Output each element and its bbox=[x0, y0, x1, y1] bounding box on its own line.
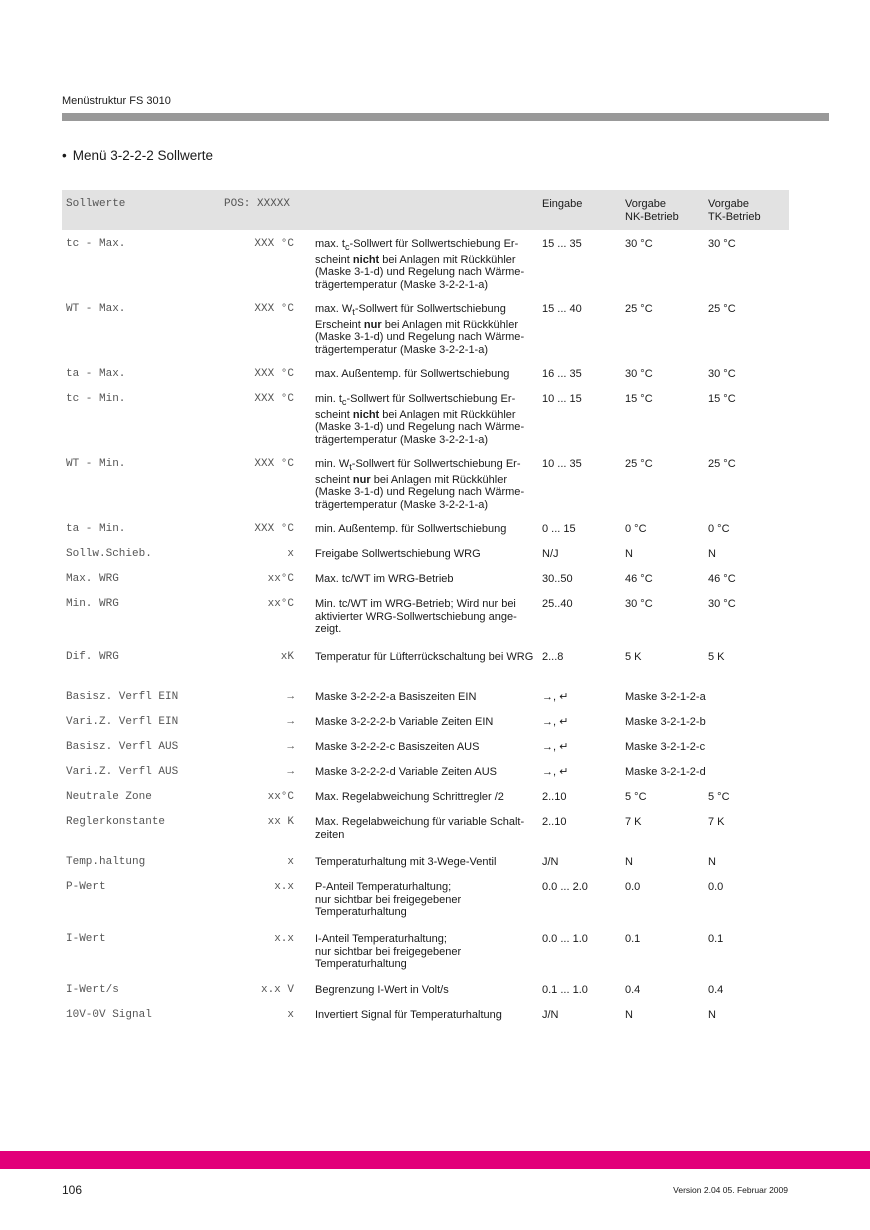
row-description: Freigabe Sollwertschiebung WRG bbox=[315, 548, 481, 560]
row-pos: XXX °C bbox=[254, 303, 294, 315]
header-divider bbox=[62, 113, 829, 121]
row-name: tc - Max. bbox=[66, 238, 126, 250]
row-nk-default: 30 °C bbox=[625, 598, 653, 610]
row-description: Max. tc/WT im WRG-Betrieb bbox=[315, 573, 454, 585]
header-input: Eingabe bbox=[542, 198, 583, 210]
table-row bbox=[62, 643, 789, 683]
row-tk-default: N bbox=[708, 548, 716, 560]
table-row bbox=[62, 450, 789, 515]
row-description: Maske 3-2-2-2-d Variable Zeiten AUS bbox=[315, 766, 497, 778]
row-nk-default: 0.0 bbox=[625, 881, 641, 893]
row-input: 0 ... 15 bbox=[542, 523, 576, 535]
row-name: Sollw.Schieb. bbox=[66, 548, 152, 560]
row-pos: XXX °C bbox=[254, 523, 294, 535]
row-description: P-Anteil Temperaturhaltung; nur sichtbar bei freigegebener Temperaturhaltung bbox=[315, 881, 462, 918]
table-row bbox=[62, 848, 789, 873]
row-input: 2..10 bbox=[542, 791, 567, 803]
table-row bbox=[62, 590, 789, 643]
row-tk-default: 0.0 bbox=[708, 881, 724, 893]
page-header-title: Menüstruktur FS 3010 bbox=[62, 95, 171, 107]
row-nk-default: 25 °C bbox=[625, 458, 653, 470]
table-row bbox=[62, 976, 789, 1001]
row-tk-default: 5 °C bbox=[708, 791, 730, 803]
row-nk-default: 30 °C bbox=[625, 238, 653, 250]
row-name: Temp.haltung bbox=[66, 856, 146, 868]
row-name: I-Wert/s bbox=[66, 984, 119, 996]
row-description: Temperaturhaltung mit 3-Wege-Ventil bbox=[315, 856, 497, 868]
row-input: →, ↵ bbox=[542, 691, 569, 703]
row-name: Min. WRG bbox=[66, 598, 119, 610]
row-nk-default: 0 °C bbox=[625, 523, 647, 535]
settings-table bbox=[62, 190, 789, 1026]
row-input: 10 ... 35 bbox=[542, 458, 582, 470]
row-nk-default: 0.1 bbox=[625, 933, 641, 945]
row-nk-default: Maske 3-2-1-2-a bbox=[625, 691, 706, 703]
row-name: I-Wert bbox=[66, 933, 106, 945]
row-name: P-Wert bbox=[66, 881, 106, 893]
table-row bbox=[62, 1001, 789, 1026]
row-input: 25..40 bbox=[542, 598, 573, 610]
section-title bbox=[62, 148, 213, 163]
row-input: 0.1 ... 1.0 bbox=[542, 984, 588, 996]
footer-accent-bar bbox=[0, 1151, 870, 1169]
row-nk-default: N bbox=[625, 1009, 633, 1021]
row-name: Basisz. Verfl EIN bbox=[66, 691, 179, 703]
row-tk-default: 0.4 bbox=[708, 984, 724, 996]
row-input: 16 ... 35 bbox=[542, 368, 582, 380]
row-pos: x bbox=[287, 548, 294, 560]
header-pos: POS: XXXXX bbox=[224, 198, 291, 210]
page-number: 106 bbox=[62, 1183, 83, 1197]
table-row bbox=[62, 540, 789, 565]
row-description: min. Außentemp. für Sollwertschiebung bbox=[315, 523, 507, 535]
row-pos: xx°C bbox=[267, 598, 294, 610]
row-pos: → bbox=[287, 691, 294, 703]
row-tk-default: 25 °C bbox=[708, 303, 736, 315]
table-row bbox=[62, 758, 789, 783]
header-name: Sollwerte bbox=[66, 198, 126, 210]
row-name: 10V-0V Signal bbox=[66, 1009, 152, 1021]
row-description: Invertiert Signal für Temperaturhaltung bbox=[315, 1009, 502, 1021]
row-input: 0.0 ... 2.0 bbox=[542, 881, 588, 893]
table-row bbox=[62, 708, 789, 733]
table-row bbox=[62, 230, 789, 295]
row-tk-default: 5 K bbox=[708, 651, 725, 663]
row-description: Begrenzung I-Wert in Volt/s bbox=[315, 984, 449, 996]
row-name: Dif. WRG bbox=[66, 651, 119, 663]
row-input: →, ↵ bbox=[542, 741, 569, 753]
header-tk: Vorgabe TK-Betrieb bbox=[708, 198, 761, 223]
header-nk: Vorgabe NK-Betrieb bbox=[625, 198, 679, 223]
row-name: Neutrale Zone bbox=[66, 791, 152, 803]
row-tk-default: 30 °C bbox=[708, 238, 736, 250]
table-row bbox=[62, 360, 789, 385]
row-description: Max. Regelabweichung Schrittregler /2 bbox=[315, 791, 504, 803]
row-pos: XXX °C bbox=[254, 393, 294, 405]
row-input: N/J bbox=[542, 548, 559, 560]
table-body bbox=[62, 230, 789, 1026]
row-description: Maske 3-2-2-2-c Basiszeiten AUS bbox=[315, 741, 480, 753]
row-name: Reglerkonstante bbox=[66, 816, 166, 828]
row-input: 30..50 bbox=[542, 573, 573, 585]
table-row bbox=[62, 515, 789, 540]
row-nk-default: N bbox=[625, 856, 633, 868]
row-input: 10 ... 15 bbox=[542, 393, 582, 405]
row-description: max. Außentemp. für Sollwertschiebung bbox=[315, 368, 510, 380]
table-row bbox=[62, 683, 789, 708]
table-row bbox=[62, 925, 789, 976]
row-tk-default: 0.1 bbox=[708, 933, 724, 945]
row-nk-default: Maske 3-2-1-2-b bbox=[625, 716, 706, 728]
table-header bbox=[62, 190, 789, 230]
row-description: max. $W_t$-Sollwert für Sollwertschiebung Erscheint nur bei Anlagen mit Rückkühler (Maske 3-1-d) und Regelung nach Wärmeträgertemperatur (Maske 3-2-2-1-a) bbox=[315, 303, 525, 356]
row-input: J/N bbox=[542, 1009, 559, 1021]
row-pos: x.x bbox=[274, 933, 294, 945]
row-name: ta - Max. bbox=[66, 368, 126, 380]
row-input: 15 ... 35 bbox=[542, 238, 582, 250]
table-row bbox=[62, 783, 789, 808]
table-row bbox=[62, 295, 789, 360]
row-name: Basisz. Verfl AUS bbox=[66, 741, 179, 753]
row-description: Maske 3-2-2-2-b Variable Zeiten EIN bbox=[315, 716, 494, 728]
row-description: Temperatur für Lüfterrückschaltung bei WRG bbox=[315, 651, 534, 663]
row-pos: x bbox=[287, 856, 294, 868]
row-input: 0.0 ... 1.0 bbox=[542, 933, 588, 945]
row-pos: xK bbox=[280, 651, 294, 663]
row-tk-default: 30 °C bbox=[708, 368, 736, 380]
row-name: WT - Min. bbox=[66, 458, 126, 470]
table-row bbox=[62, 873, 789, 925]
row-description: min. $W_t$-Sollwert für Sollwertschiebung Erscheint nur bei Anlagen mit Rückkühler (Maske 3-1-d) und Regelung nach Wärmeträgertemperatur (Maske 3-2-2-1-a) bbox=[315, 458, 525, 511]
row-nk-default: 46 °C bbox=[625, 573, 653, 585]
row-input: 2..10 bbox=[542, 816, 567, 828]
row-nk-default: 5 °C bbox=[625, 791, 647, 803]
row-name: Vari.Z. Verfl EIN bbox=[66, 716, 179, 728]
row-nk-default: 5 K bbox=[625, 651, 642, 663]
row-description: max. $t_c$-Sollwert für Sollwertschiebung Erscheint nicht bei Anlagen mit Rückkühler (Maske 3-1-d) und Regelung nach Wärmeträgertemperatur (Maske 3-2-2-1-a) bbox=[315, 238, 525, 291]
row-tk-default: 25 °C bbox=[708, 458, 736, 470]
row-name: tc - Min. bbox=[66, 393, 126, 405]
row-nk-default: N bbox=[625, 548, 633, 560]
section-title-text: Menü 3-2-2-2 Sollwerte bbox=[72, 148, 214, 163]
table-row bbox=[62, 565, 789, 590]
version-info: Version 2.04 05. Februar 2009 bbox=[673, 1185, 788, 1195]
row-pos: → bbox=[287, 766, 294, 778]
row-nk-default: Maske 3-2-1-2-d bbox=[625, 766, 706, 778]
row-description: min. $t_c$-Sollwert für Sollwertschiebung Erscheint nicht bei Anlagen mit Rückkühler (Maske 3-1-d) und Regelung nach Wärmeträgertemperatur (Maske 3-2-2-1-a) bbox=[315, 393, 525, 446]
row-tk-default: 0 °C bbox=[708, 523, 730, 535]
row-description: Max. Regelabweichung für variable Schaltzeiten bbox=[315, 816, 525, 841]
row-name: Vari.Z. Verfl AUS bbox=[66, 766, 179, 778]
row-input: 15 ... 40 bbox=[542, 303, 582, 315]
row-tk-default: 46 °C bbox=[708, 573, 736, 585]
row-tk-default: N bbox=[708, 856, 716, 868]
row-nk-default: 15 °C bbox=[625, 393, 653, 405]
row-description: Min. tc/WT im WRG-Betrieb; Wird nur bei aktivierter WRG-Sollwertschiebung angezeigt. bbox=[315, 598, 517, 635]
row-name: WT - Max. bbox=[66, 303, 126, 315]
row-pos: XXX °C bbox=[254, 238, 294, 250]
row-nk-default: 0.4 bbox=[625, 984, 641, 996]
row-input: →, ↵ bbox=[542, 716, 569, 728]
row-pos: x.x bbox=[274, 881, 294, 893]
row-nk-default: 7 K bbox=[625, 816, 642, 828]
row-pos: xx K bbox=[267, 816, 294, 828]
row-pos: XXX °C bbox=[254, 368, 294, 380]
row-nk-default: Maske 3-2-1-2-c bbox=[625, 741, 706, 753]
row-pos: x bbox=[287, 1009, 294, 1021]
table-row bbox=[62, 808, 789, 848]
row-tk-default: 15 °C bbox=[708, 393, 736, 405]
table-row bbox=[62, 385, 789, 450]
row-name: ta - Min. bbox=[66, 523, 126, 535]
row-pos: xx°C bbox=[267, 573, 294, 585]
row-description: I-Anteil Temperaturhaltung; nur sichtbar bei freigegebener Temperaturhaltung bbox=[315, 933, 462, 970]
row-input: →, ↵ bbox=[542, 766, 569, 778]
row-pos: → bbox=[287, 741, 294, 753]
row-tk-default: N bbox=[708, 1009, 716, 1021]
bullet-icon: • bbox=[62, 148, 67, 163]
row-name: Max. WRG bbox=[66, 573, 119, 585]
row-tk-default: 30 °C bbox=[708, 598, 736, 610]
row-nk-default: 30 °C bbox=[625, 368, 653, 380]
row-nk-default: 25 °C bbox=[625, 303, 653, 315]
row-input: 2...8 bbox=[542, 651, 564, 663]
row-pos: xx°C bbox=[267, 791, 294, 803]
row-pos: → bbox=[287, 716, 294, 728]
row-description: Maske 3-2-2-2-a Basiszeiten EIN bbox=[315, 691, 477, 703]
table-row bbox=[62, 733, 789, 758]
row-pos: x.x V bbox=[260, 984, 294, 996]
row-tk-default: 7 K bbox=[708, 816, 725, 828]
row-pos: XXX °C bbox=[254, 458, 294, 470]
row-input: J/N bbox=[542, 856, 559, 868]
